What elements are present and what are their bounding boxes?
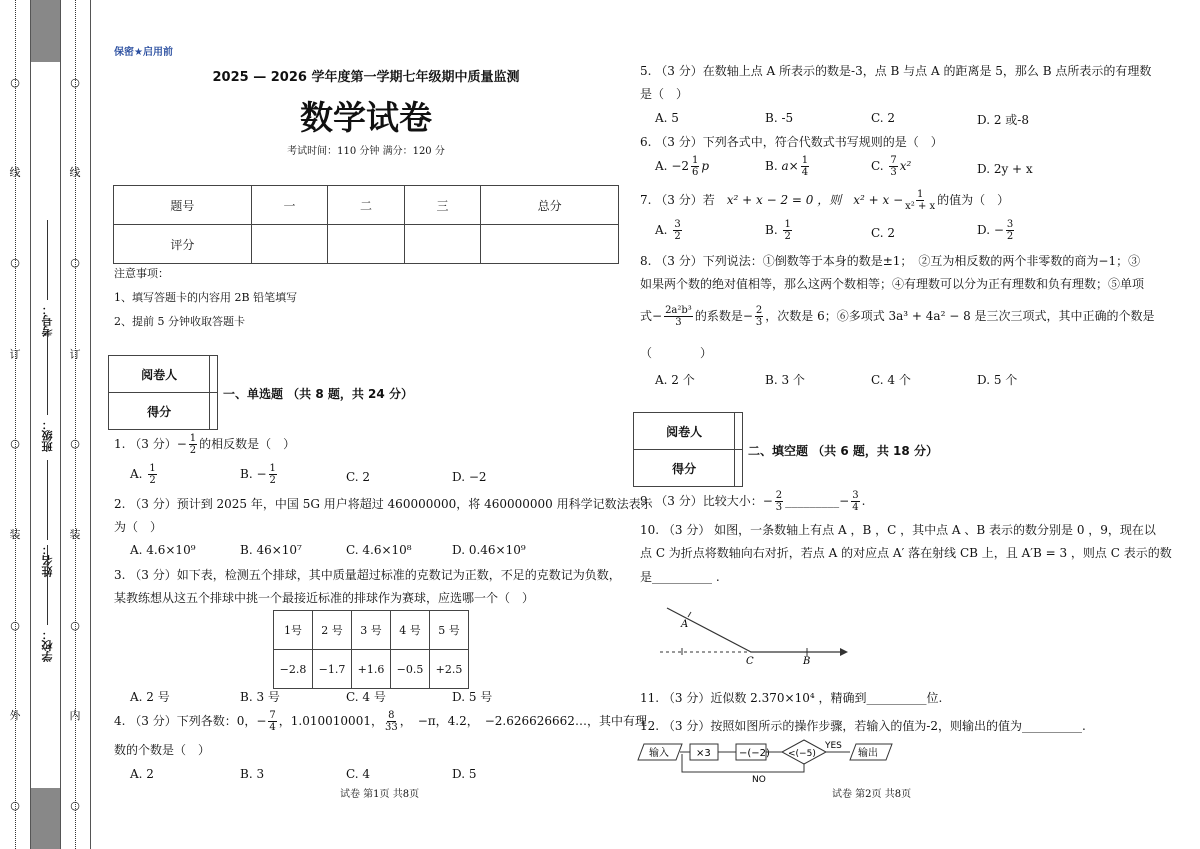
outer-label-line: 线 <box>9 166 21 179</box>
ball-header: 3 号 <box>352 611 391 650</box>
name-field[interactable]: 姓名： <box>40 460 56 577</box>
inner-label-seal: 装 <box>69 528 81 541</box>
q5-option-b[interactable]: B. -5 <box>765 111 794 125</box>
score-cell[interactable] <box>404 225 481 264</box>
footer-page-1: 试卷 第1页 共8页 <box>340 789 420 800</box>
secret-label: 保密★启用前 <box>114 47 173 58</box>
notes-title: 注意事项： <box>114 267 169 280</box>
inner-circle-1: ○ <box>70 76 80 89</box>
question-4-line-2: 数的个数是（ ） <box>114 743 211 757</box>
q7-option-c[interactable]: C. 2 <box>871 226 896 240</box>
q3-option-a[interactable]: A. 2 号 <box>130 690 170 704</box>
inner-circle-2: ○ <box>70 256 80 269</box>
input-label: 输入 <box>649 748 669 759</box>
score-cell[interactable] <box>251 225 328 264</box>
score-cell[interactable] <box>481 225 619 264</box>
page-title: 数学试卷 <box>300 98 432 137</box>
volleyball-table <box>273 610 469 689</box>
q2-option-a[interactable]: A. 4.6×10⁹ <box>130 543 196 557</box>
q4-option-d[interactable]: D. 5 <box>452 767 477 781</box>
tick-a <box>688 612 691 617</box>
inner-circle-5: ○ <box>70 799 80 812</box>
q4-option-b[interactable]: B. 3 <box>240 767 265 781</box>
question-7: 7. （3 分）若 x² + x − 2 = 0 ，则 x² + x − $\frac{1}{\text{x² + x}}$ 的值为（ ） <box>640 189 1010 212</box>
question-5-line-1: 5. （3 分）在数轴上点 A 所表示的数是-3，点 B 与点 A 的距离是 5，那么 B 点所表示的有理数 <box>640 64 1152 78</box>
ball-value: +2.5 <box>430 650 469 689</box>
question-1: 1. （3 分）− $\frac{1}{2}$ 的相反数是（ ） <box>114 433 296 456</box>
score-header-2: 二 <box>328 186 405 225</box>
inner-circle-4: ○ <box>70 619 80 632</box>
q5-option-d[interactable]: D. 2 或-8 <box>977 113 1029 127</box>
q8-option-a[interactable]: A. 2 个 <box>655 373 695 387</box>
ball-value: −2.8 <box>274 650 313 689</box>
gutter-border-left <box>30 0 31 849</box>
q2-option-b[interactable]: B. 46×10⁷ <box>240 543 302 557</box>
school-field[interactable]: 学校： <box>40 545 56 662</box>
q6-option-c[interactable]: C. $\frac{7}{3}$ x² <box>871 155 912 178</box>
section-1-heading: 一、单选题 （共 8 题，共 24 分） <box>223 387 413 401</box>
ball-header: 1号 <box>274 611 313 650</box>
grader-box-2 <box>633 412 743 487</box>
outer-circle-3: ○ <box>10 437 20 450</box>
score-header-number: 题号 <box>114 186 252 225</box>
gutter-dark-bottom <box>30 788 60 849</box>
score-cell[interactable] <box>328 225 405 264</box>
gutter-border-right <box>60 0 61 849</box>
output-label: 输出 <box>858 748 878 759</box>
outer-circle-5: ○ <box>10 799 20 812</box>
ball-header: 4 号 <box>391 611 430 650</box>
score-table <box>113 185 619 264</box>
question-10-line-3: 是__________ . <box>640 570 720 584</box>
question-10-line-1: 10. （3 分） 如图，一条数轴上有点 A ，B ，C ，其中点 A 、B 表示的数分别是 0 ，9，现在以 <box>640 523 1156 537</box>
q8-option-b[interactable]: B. 3 个 <box>765 373 805 387</box>
question-10-line-2: 点 C 为折点将数轴向右对折，若点 A 的对应点 A′ 落在射线 CB 上，且 A′B = 3 ，则点 C 表示的数 <box>640 546 1172 560</box>
question-11: 11. （3 分）近似数 2.370×10⁴ ，精确到__________位. <box>640 691 943 705</box>
exam-subtitle: 2025 — 2026 学年度第一学期七年级期中质量监测 <box>212 70 520 85</box>
label-c: C <box>746 656 754 667</box>
q9-answer-blank[interactable]: _________ <box>785 494 840 508</box>
score-header-3: 三 <box>404 186 481 225</box>
score-header-total: 总分 <box>481 186 619 225</box>
q8-option-d[interactable]: D. 5 个 <box>977 373 1018 387</box>
question-3-line-2: 某教练想从这五个排球中挑一个最接近标准的排球作为赛球，应选哪一个（ ） <box>114 591 535 605</box>
q1-option-b[interactable]: B. − $\frac{1}{2}$ <box>240 463 276 486</box>
inner-label-inside: 内 <box>69 709 81 722</box>
question-2-line-1: 2. （3 分）预计到 2025 年，中国 5G 用户将超过 460000000，将 460000000 用科学记数法表示 <box>114 497 653 511</box>
q2-option-d[interactable]: D. 0.46×10⁹ <box>452 543 526 557</box>
inner-label-line: 线 <box>69 166 81 179</box>
question-8-line-3: 式− $\frac{\text{2a²b³}}{3}$ 的系数是− $\frac{2}{3}$ ，次数是 6；⑥多项式 3a³ + 4a² − 8 是三次三项式，其中正确的个数是 <box>640 305 1155 328</box>
score-input-cell[interactable] <box>210 393 218 430</box>
label-b: B <box>803 656 811 667</box>
q7-option-b[interactable]: B. $\frac{1}{2}$ <box>765 219 791 242</box>
exam-info: 考试时间：110 分钟 满分：120 分 <box>287 146 445 157</box>
page-margin-line <box>90 0 91 849</box>
question-12: 12. （3 分）按照如图所示的操作步骤，若输入的值为-2，则输出的值为__________. <box>640 719 1086 733</box>
footer-page-2: 试卷 第2页 共8页 <box>832 789 912 800</box>
reviewer-label: 阅卷人 <box>634 413 735 450</box>
q5-option-a[interactable]: A. 5 <box>655 111 679 125</box>
q1-fraction: $\frac{1}{2}$ <box>189 433 197 456</box>
label-a: A <box>681 619 689 630</box>
q3-option-c[interactable]: C. 4 号 <box>346 690 386 704</box>
q6-option-b[interactable]: B. a× $\frac{1}{4}$ <box>765 155 809 178</box>
question-4-line-1: 4. （3 分）下列各数：0，− $\frac{7}{4}$ ，1.010010001， $\frac{8}{33}$ ， −π，4.2， −2.626626662…，其中有理 <box>114 710 647 733</box>
question-9: 9. （3 分）比较大小：− $\frac{2}{3}$ _________− $\frac{3}{4}$ . <box>640 490 866 513</box>
q8-option-c[interactable]: C. 4 个 <box>871 373 911 387</box>
question-3-line-1: 3. （3 分）如下表，检测五个排球，其中质量超过标准的克数记为正数，不足的克数记为负数， <box>114 568 621 582</box>
q6-option-d[interactable]: D. 2y + x <box>977 162 1033 176</box>
score-label: 得分 <box>634 450 735 487</box>
no-label: NO <box>752 775 766 785</box>
exam-number-field[interactable]: 考号： <box>40 220 56 337</box>
question-5-line-2: 是（ ） <box>640 87 689 101</box>
question-8-line-2: 如果两个数的绝对值相等，那么这两个数相等；④有理数可以分为正有理数和负有理数；⑤单项 <box>640 277 1145 291</box>
question-8-line-4: （ ） <box>640 346 713 360</box>
q2-option-c[interactable]: C. 4.6×10⁸ <box>346 543 412 557</box>
q1-option-d[interactable]: D. −2 <box>452 470 487 484</box>
outer-circle-4: ○ <box>10 619 20 632</box>
outer-label-outside: 外 <box>9 709 21 722</box>
number-line-diagram <box>655 600 855 670</box>
q1-option-a[interactable]: A. $\frac{1}{2}$ <box>130 463 156 486</box>
gutter-dark-top <box>30 0 60 62</box>
ball-value: +1.6 <box>352 650 391 689</box>
ball-value: −1.7 <box>313 650 352 689</box>
outer-label-bind: 订 <box>9 348 21 361</box>
times-3-label: ×3 <box>696 748 711 759</box>
minus-neg2-label: −(−2) <box>739 748 770 759</box>
inner-label-bind: 订 <box>69 348 81 361</box>
class-field[interactable]: 班级： <box>40 335 56 452</box>
q7-option-d[interactable]: D. − $\frac{3}{2}$ <box>977 219 1014 242</box>
q1-suffix: 的相反数是（ ） <box>199 437 296 451</box>
q3-option-d[interactable]: D. 5 号 <box>452 690 493 704</box>
folded-ray <box>667 608 751 652</box>
q4-option-c[interactable]: C. 4 <box>346 767 371 781</box>
q5-option-c[interactable]: C. 2 <box>871 111 896 125</box>
ball-header: 5 号 <box>430 611 469 650</box>
outer-label-seal: 装 <box>9 528 21 541</box>
question-6: 6. （3 分）下列各式中，符合代数式书写规则的是（ ） <box>640 135 943 149</box>
yes-label: YES <box>825 741 842 751</box>
q1-option-c[interactable]: C. 2 <box>346 470 371 484</box>
score-label: 得分 <box>109 393 210 430</box>
section-2-heading: 二、填空题 （共 6 题，共 18 分） <box>748 444 938 458</box>
note-item-1: 1、填写答题卡的内容用 2B 铅笔填写 <box>114 291 298 304</box>
reviewer-cell[interactable] <box>210 356 218 393</box>
ball-value: −0.5 <box>391 650 430 689</box>
inner-circle-3: ○ <box>70 437 80 450</box>
q1-prefix: 1. （3 分） <box>114 437 177 451</box>
question-8-line-1: 8. （3 分）下列说法：①倒数等于本身的数是±1； ②互为相反数的两个非零数的商为−1；③ <box>640 254 1141 268</box>
q4-option-a[interactable]: A. 2 <box>130 767 154 781</box>
score-header-1: 一 <box>251 186 328 225</box>
q6-option-a[interactable]: A. −2 $\frac{1}{6}$ p <box>655 155 710 178</box>
outer-circle-2: ○ <box>10 256 20 269</box>
score-row-label: 评分 <box>114 225 252 264</box>
flowchart <box>636 738 896 786</box>
compare-label: <(−5) <box>788 749 816 759</box>
outer-circle-1: ○ <box>10 76 20 89</box>
ball-header: 2 号 <box>313 611 352 650</box>
q7-option-a[interactable]: A. $\frac{3}{2}$ <box>655 219 681 242</box>
reviewer-label: 阅卷人 <box>109 356 210 393</box>
score-input-cell[interactable] <box>735 450 743 487</box>
question-2-line-2: 为（ ） <box>114 520 163 534</box>
grader-box-1 <box>108 355 218 430</box>
note-item-2: 2、提前 5 分钟收取答题卡 <box>114 315 245 328</box>
q3-option-b[interactable]: B. 3 号 <box>240 690 280 704</box>
reviewer-cell[interactable] <box>735 413 743 450</box>
